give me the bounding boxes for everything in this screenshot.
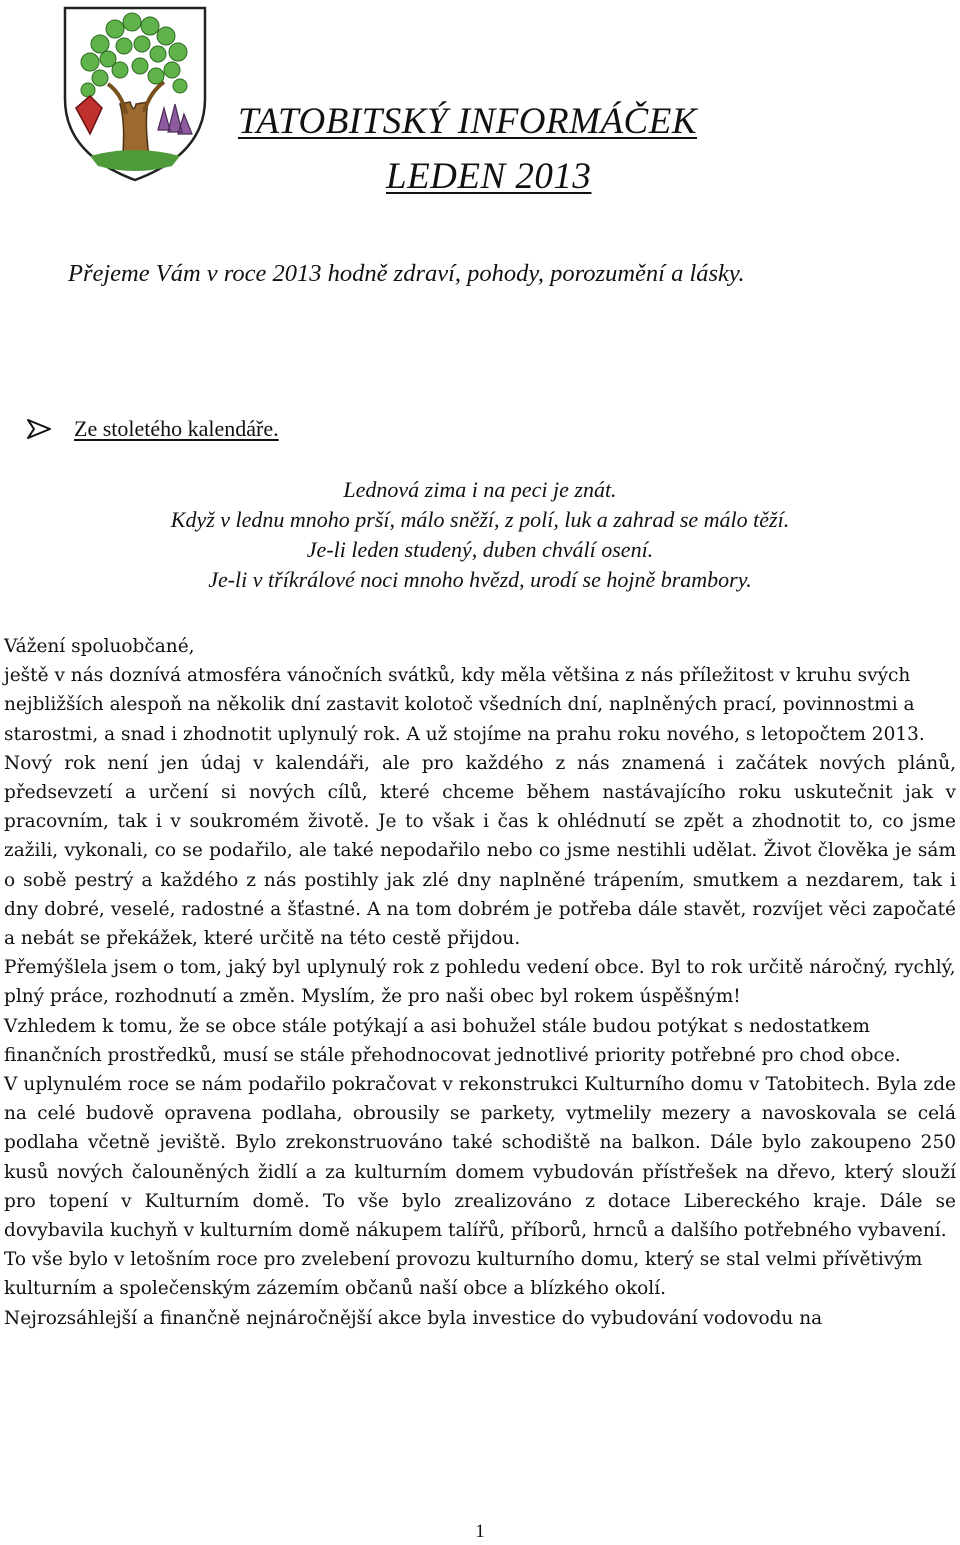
letter-paragraph: ještě v nás doznívá atmosféra vánočních svátků, kdy měla většina z nás příležitost v kruhu svých nejbližších alespoň na několik dní zastavit kolotoč všedních dní, naplněných prací, povinnostmi a starostmi, a snad i zhodnotit uplynulý rok. A už stojíme na prahu roku nového, s letopočtem 2013. <box>4 665 925 745</box>
saying-line: Je-li v tříkrálové noci mnoho hvězd, urodí se hojně brambory. <box>208 567 752 592</box>
section-heading-label: Ze stoletého kalendáře. <box>74 416 279 441</box>
letter-paragraph: V uplynulém roce se nám podařilo pokračovat v rekonstrukci Kulturního domu v Tatobitech. Byla zde na celé budově opravena podlaha, obrousily se parkety, vytmelily mezery a navoskovala se celá podlaha včetně jeviště. Bylo zrekonstruováno také schodiště na balkon. Dále bylo zakoupeno 250 kusů nových čalouněných židlí a za kulturním domem vybudován přístřešek na dřevo, který slouží pro topení v Kulturním domě. To vše bylo zrealizováno z dotace Libereckého kraje. Dále se dovybavila kuchyň v kulturním domě nákupem talířů, příborů, hrnců a dalšího potřebného vybavení. <box>4 1074 956 1242</box>
letter-paragraph: To vše bylo v letošním roce pro zvelebení provozu kulturního domu, který se stal velmi přívětivým kulturním a společenským zázemím občanů naší obce a blízkého okolí. <box>4 1249 923 1300</box>
section-heading <box>26 416 279 442</box>
newsletter-issue-date: LEDEN 2013 <box>386 156 592 197</box>
newsletter-title: TATOBITSKÝ INFORMÁČEK <box>238 101 697 142</box>
new-year-greeting: Přejeme Vám v roce 2013 hodně zdraví, pohody, porozumění a lásky. <box>68 260 745 287</box>
saying-line: Lednová zima i na peci je znát. <box>343 477 617 502</box>
saying-line: Je-li leden studený, duben chválí osení. <box>306 537 654 562</box>
page-number: 1 <box>475 1521 485 1542</box>
letter-paragraph: Vzhledem k tomu, že se obce stále potýkají a asi bohužel stále budou potýkat s nedostatkem finančních prostředků, musí se stále přehodnocovat jednotlivé priority potřebné pro chod obce. <box>4 1015 901 1066</box>
letter-body <box>4 632 956 1333</box>
saying-line: Když v lednu mnoho prší, málo sněží, z polí, luk a zahrad se málo těží. <box>170 507 790 532</box>
coat-of-arms-logo <box>60 4 210 184</box>
letter-paragraph: Přemýšlela jsem o tom, jaký byl uplynulý rok z pohledu vedení obce. Byl to rok určitě náročný, rychlý, plný práce, rozhodnutí a změn. Myslím, že pro naši obec byl rokem úspěšným! <box>4 957 956 1008</box>
arrow-bullet-icon <box>26 418 52 440</box>
letter-salutation: Vážení spoluobčané, <box>4 636 195 657</box>
letter-paragraph: Nejrozsáhlejší a finančně nejnáročnější akce byla investice do vybudování vodovodu na <box>4 1307 823 1329</box>
letter-paragraph: Nový rok není jen údaj v kalendáři, ale pro každého z nás znamená i začátek nových plánů, předsevzetí a určení si nových cílů, které chceme během nastávajícího roku uskutečnit jak v pracovním, tak i v soukromém životě. Je to však i čas k ohlédnutí se zpět a zhodnotit to, co jsme zažili, vykonali, co se podařilo, ale také nepodařilo nebo co jsme nestihli udělat. Život člověka je sám o sobě pestrý a každého z nás postihly jak zlé dny naplněné trápením, smutkem a nezdarem, tak i dny dobré, veselé, radostné a šťastné. A na tom dobrém je potřeba dále stavět, rozvíjet věci započaté a nebát se překážek, které určitě na této cestě přijdou. <box>4 752 956 950</box>
